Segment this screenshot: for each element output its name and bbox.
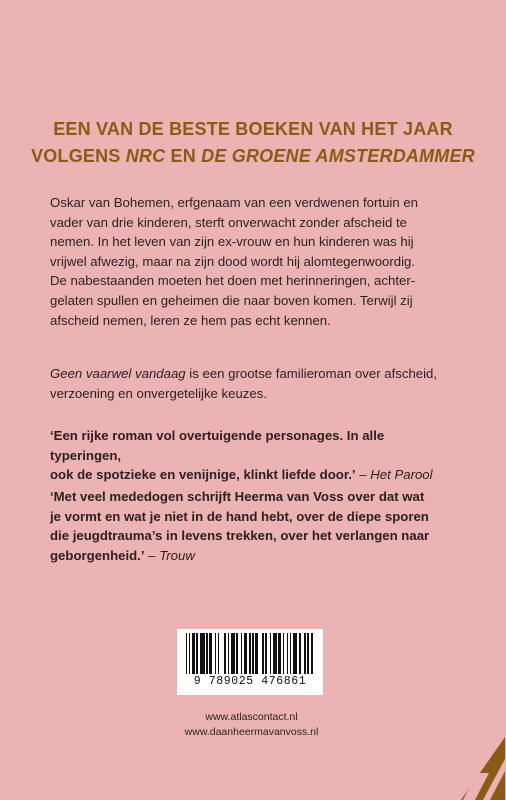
barcode-bar <box>311 633 312 674</box>
headline-line-2 <box>0 143 506 170</box>
isbn-barcode <box>177 629 323 695</box>
quote-line <box>50 465 456 485</box>
quote-dash: – <box>355 467 371 483</box>
quote-line <box>50 546 456 566</box>
publisher-url: www.atlascontact.nl <box>205 711 298 723</box>
headline-nrc: NRC <box>125 146 166 166</box>
blurb-line: vader van drie kinderen, sterft onverwacht zonder afscheid te <box>50 214 407 230</box>
quote-text: ook de spotzieke en venijnige, klinkt liefde door.’ <box>50 467 356 483</box>
blurb-line: De nabestaanden moeten het doen met herinneringen, achter- <box>50 273 416 289</box>
headline-groene: DE GROENE AMSTERDAMMER <box>201 146 475 166</box>
headline-middle: EN <box>165 146 202 166</box>
quote-line: ‘Met veel mededogen schrijft Heerma van Voss over dat wat <box>50 489 425 504</box>
blurb-line: gelaten spullen en geheimen die naar boven komen. Terwijl zij <box>50 292 413 308</box>
quote-line: ‘Een rijke roman vol overtuigende personages. In alle typeringen, <box>50 428 385 463</box>
tagline-text: is een grootse familieroman over afscheid, <box>185 366 438 381</box>
book-title: Geen vaarwel vandaag <box>50 366 186 381</box>
headline-line-1: EEN VAN DE BESTE BOEKEN VAN HET JAAR <box>53 119 453 139</box>
websites <box>0 710 503 740</box>
tagline-line-2: verzoening en onvergetelijke keuzes. <box>50 385 267 401</box>
headline-prefix: VOLGENS <box>31 146 126 166</box>
blurb-paragraph <box>50 193 456 330</box>
quote-text: geborgenheid.’ <box>50 547 145 563</box>
tagline-line-1 <box>50 364 456 384</box>
quote-source: Het Parool <box>370 467 433 483</box>
quote-dash: – <box>144 547 160 563</box>
blurb-line: nemen. In het leven van zijn ex-vrouw en hun kinderen was hij <box>50 234 414 250</box>
publisher-logo-icon <box>447 737 505 800</box>
blurb-line: Oskar van Bohemen, erfgenaam van een verdwenen fortuin en <box>50 195 419 210</box>
review-quote-trouw <box>50 487 456 565</box>
quote-line: je vormt en wat je niet in de hand hebt, over de diepe sporen <box>50 508 429 524</box>
author-url: www.daanheermavanvoss.nl <box>184 726 319 738</box>
isbn-number: 9 789025 476861 <box>193 675 307 688</box>
tagline-paragraph <box>50 364 456 403</box>
review-quote-het-parool <box>50 426 456 485</box>
blurb-line: vrijwel afwezig, maar na zijn dood wordt hij alomtegenwoordig. <box>50 253 416 269</box>
quote-line: die jeugdtrauma’s in levens trekken, over het verlangen naar <box>50 528 430 544</box>
barcode-bars <box>186 633 314 674</box>
quote-source: Trouw <box>159 547 195 563</box>
blurb-line: afscheid nemen, leren ze hem pas echt kennen. <box>50 312 331 328</box>
headline <box>0 116 506 170</box>
